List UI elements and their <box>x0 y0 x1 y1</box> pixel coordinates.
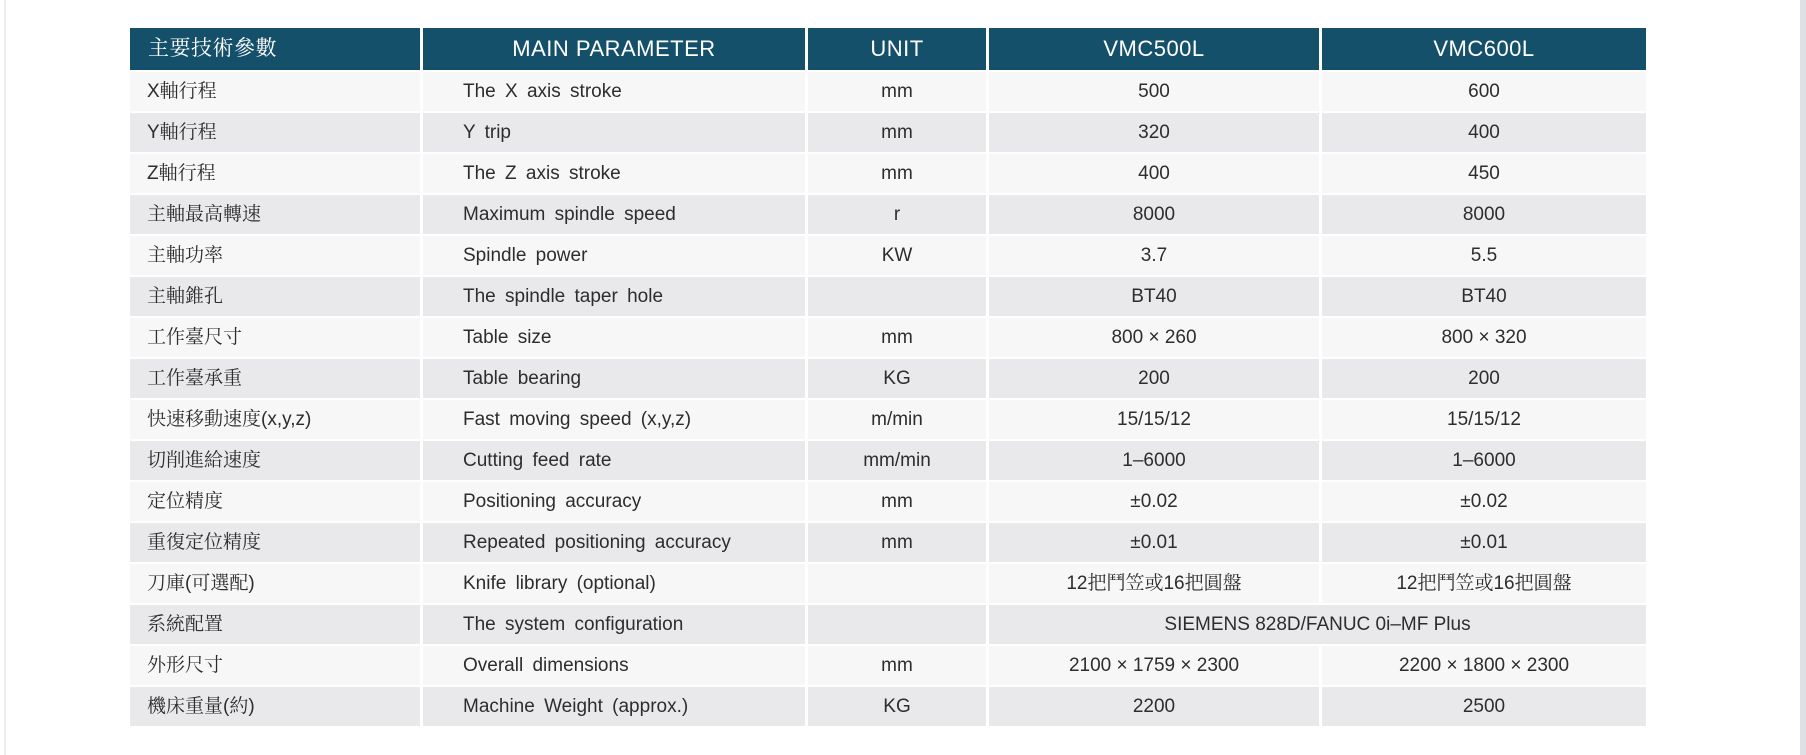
cell-param-en: Fast moving speed (x,y,z) <box>423 400 805 439</box>
cell-unit: mm <box>808 523 986 562</box>
table-row <box>130 646 1646 685</box>
cell-param-zh: 重復定位精度 <box>130 523 420 562</box>
cell-vmc500l: 12把鬥笠或16把圓盤 <box>989 564 1319 603</box>
cell-vmc500l: 800 × 260 <box>989 318 1319 357</box>
cell-vmc500l: 15/15/12 <box>989 400 1319 439</box>
header-unit: UNIT <box>808 28 986 70</box>
cell-vmc500l: 500 <box>989 72 1319 111</box>
cell-unit: KG <box>808 359 986 398</box>
cell-param-zh: 系統配置 <box>130 605 420 644</box>
cell-param-zh: 外形尺寸 <box>130 646 420 685</box>
cell-unit: m/min <box>808 400 986 439</box>
left-edge-divider <box>4 0 6 755</box>
cell-vmc600l: 200 <box>1322 359 1646 398</box>
cell-param-zh: 切削進給速度 <box>130 441 420 480</box>
table-row <box>130 687 1646 726</box>
table-row <box>130 236 1646 275</box>
header-vmc600l: VMC600L <box>1322 28 1646 70</box>
table-row <box>130 523 1646 562</box>
cell-vmc600l: 5.5 <box>1322 236 1646 275</box>
cell-param-en: Knife library (optional) <box>423 564 805 603</box>
header-main-parameter-zh: 主要技術參數 <box>130 28 420 70</box>
cell-vmc500l: ±0.02 <box>989 482 1319 521</box>
cell-vmc600l: 2200 × 1800 × 2300 <box>1322 646 1646 685</box>
cell-unit <box>808 605 986 644</box>
cell-merged-value: SIEMENS 828D/FANUC 0i–MF Plus <box>989 605 1646 644</box>
table-row <box>130 359 1646 398</box>
cell-param-zh: 機床重量(約) <box>130 687 420 726</box>
table-row <box>130 113 1646 152</box>
cell-unit: KG <box>808 687 986 726</box>
cell-param-en: Table size <box>423 318 805 357</box>
cell-unit: mm <box>808 72 986 111</box>
cell-vmc600l: 400 <box>1322 113 1646 152</box>
cell-param-en: Positioning accuracy <box>423 482 805 521</box>
cell-param-en: Overall dimensions <box>423 646 805 685</box>
cell-vmc500l: 200 <box>989 359 1319 398</box>
cell-param-en: Table bearing <box>423 359 805 398</box>
cell-unit: mm <box>808 482 986 521</box>
machine-spec-table <box>130 28 1646 726</box>
table-row <box>130 277 1646 316</box>
cell-unit: r <box>808 195 986 234</box>
table-row <box>130 441 1646 480</box>
table-body <box>130 72 1646 726</box>
cell-param-en: The Z axis stroke <box>423 154 805 193</box>
right-edge-divider <box>1800 0 1806 755</box>
cell-vmc500l: 320 <box>989 113 1319 152</box>
cell-vmc600l: 8000 <box>1322 195 1646 234</box>
table-row <box>130 605 1646 644</box>
cell-param-en: Maximum spindle speed <box>423 195 805 234</box>
cell-vmc500l: 3.7 <box>989 236 1319 275</box>
cell-param-zh: X軸行程 <box>130 72 420 111</box>
cell-param-en: Spindle power <box>423 236 805 275</box>
cell-vmc600l: 12把鬥笠或16把圓盤 <box>1322 564 1646 603</box>
cell-vmc600l: 600 <box>1322 72 1646 111</box>
cell-param-en: The system configuration <box>423 605 805 644</box>
cell-param-zh: Y軸行程 <box>130 113 420 152</box>
cell-param-en: The spindle taper hole <box>423 277 805 316</box>
cell-unit: mm <box>808 646 986 685</box>
table-row <box>130 482 1646 521</box>
cell-vmc500l: 2100 × 1759 × 2300 <box>989 646 1319 685</box>
cell-vmc500l: BT40 <box>989 277 1319 316</box>
cell-unit <box>808 277 986 316</box>
header-vmc500l: VMC500L <box>989 28 1319 70</box>
header-main-parameter-en: MAIN PARAMETER <box>423 28 805 70</box>
cell-unit: mm <box>808 154 986 193</box>
table-row <box>130 564 1646 603</box>
cell-vmc500l: 2200 <box>989 687 1319 726</box>
cell-vmc600l: 1–6000 <box>1322 441 1646 480</box>
cell-param-zh: 定位精度 <box>130 482 420 521</box>
cell-param-zh: Z軸行程 <box>130 154 420 193</box>
cell-unit: mm <box>808 113 986 152</box>
cell-vmc500l: 8000 <box>989 195 1319 234</box>
cell-param-en: Cutting feed rate <box>423 441 805 480</box>
cell-param-zh: 工作臺承重 <box>130 359 420 398</box>
cell-param-en: Repeated positioning accuracy <box>423 523 805 562</box>
cell-vmc600l: 800 × 320 <box>1322 318 1646 357</box>
cell-param-en: Y trip <box>423 113 805 152</box>
cell-vmc500l: 400 <box>989 154 1319 193</box>
cell-vmc600l: ±0.01 <box>1322 523 1646 562</box>
cell-unit: mm/min <box>808 441 986 480</box>
cell-param-zh: 主軸功率 <box>130 236 420 275</box>
table-row <box>130 195 1646 234</box>
cell-param-zh: 主軸最高轉速 <box>130 195 420 234</box>
cell-unit <box>808 564 986 603</box>
cell-unit: mm <box>808 318 986 357</box>
table-row <box>130 72 1646 111</box>
cell-vmc600l: 2500 <box>1322 687 1646 726</box>
table-row <box>130 318 1646 357</box>
cell-param-en: Machine Weight (approx.) <box>423 687 805 726</box>
cell-param-zh: 刀庫(可選配) <box>130 564 420 603</box>
cell-param-zh: 主軸錐孔 <box>130 277 420 316</box>
cell-vmc600l: ±0.02 <box>1322 482 1646 521</box>
cell-vmc600l: BT40 <box>1322 277 1646 316</box>
cell-vmc600l: 15/15/12 <box>1322 400 1646 439</box>
cell-vmc500l: 1–6000 <box>989 441 1319 480</box>
cell-unit: KW <box>808 236 986 275</box>
table-row <box>130 154 1646 193</box>
cell-vmc500l: ±0.01 <box>989 523 1319 562</box>
table-header-row <box>130 28 1646 70</box>
cell-param-en: The X axis stroke <box>423 72 805 111</box>
cell-vmc600l: 450 <box>1322 154 1646 193</box>
cell-param-zh: 快速移動速度(x,y,z) <box>130 400 420 439</box>
cell-param-zh: 工作臺尺寸 <box>130 318 420 357</box>
table-row <box>130 400 1646 439</box>
